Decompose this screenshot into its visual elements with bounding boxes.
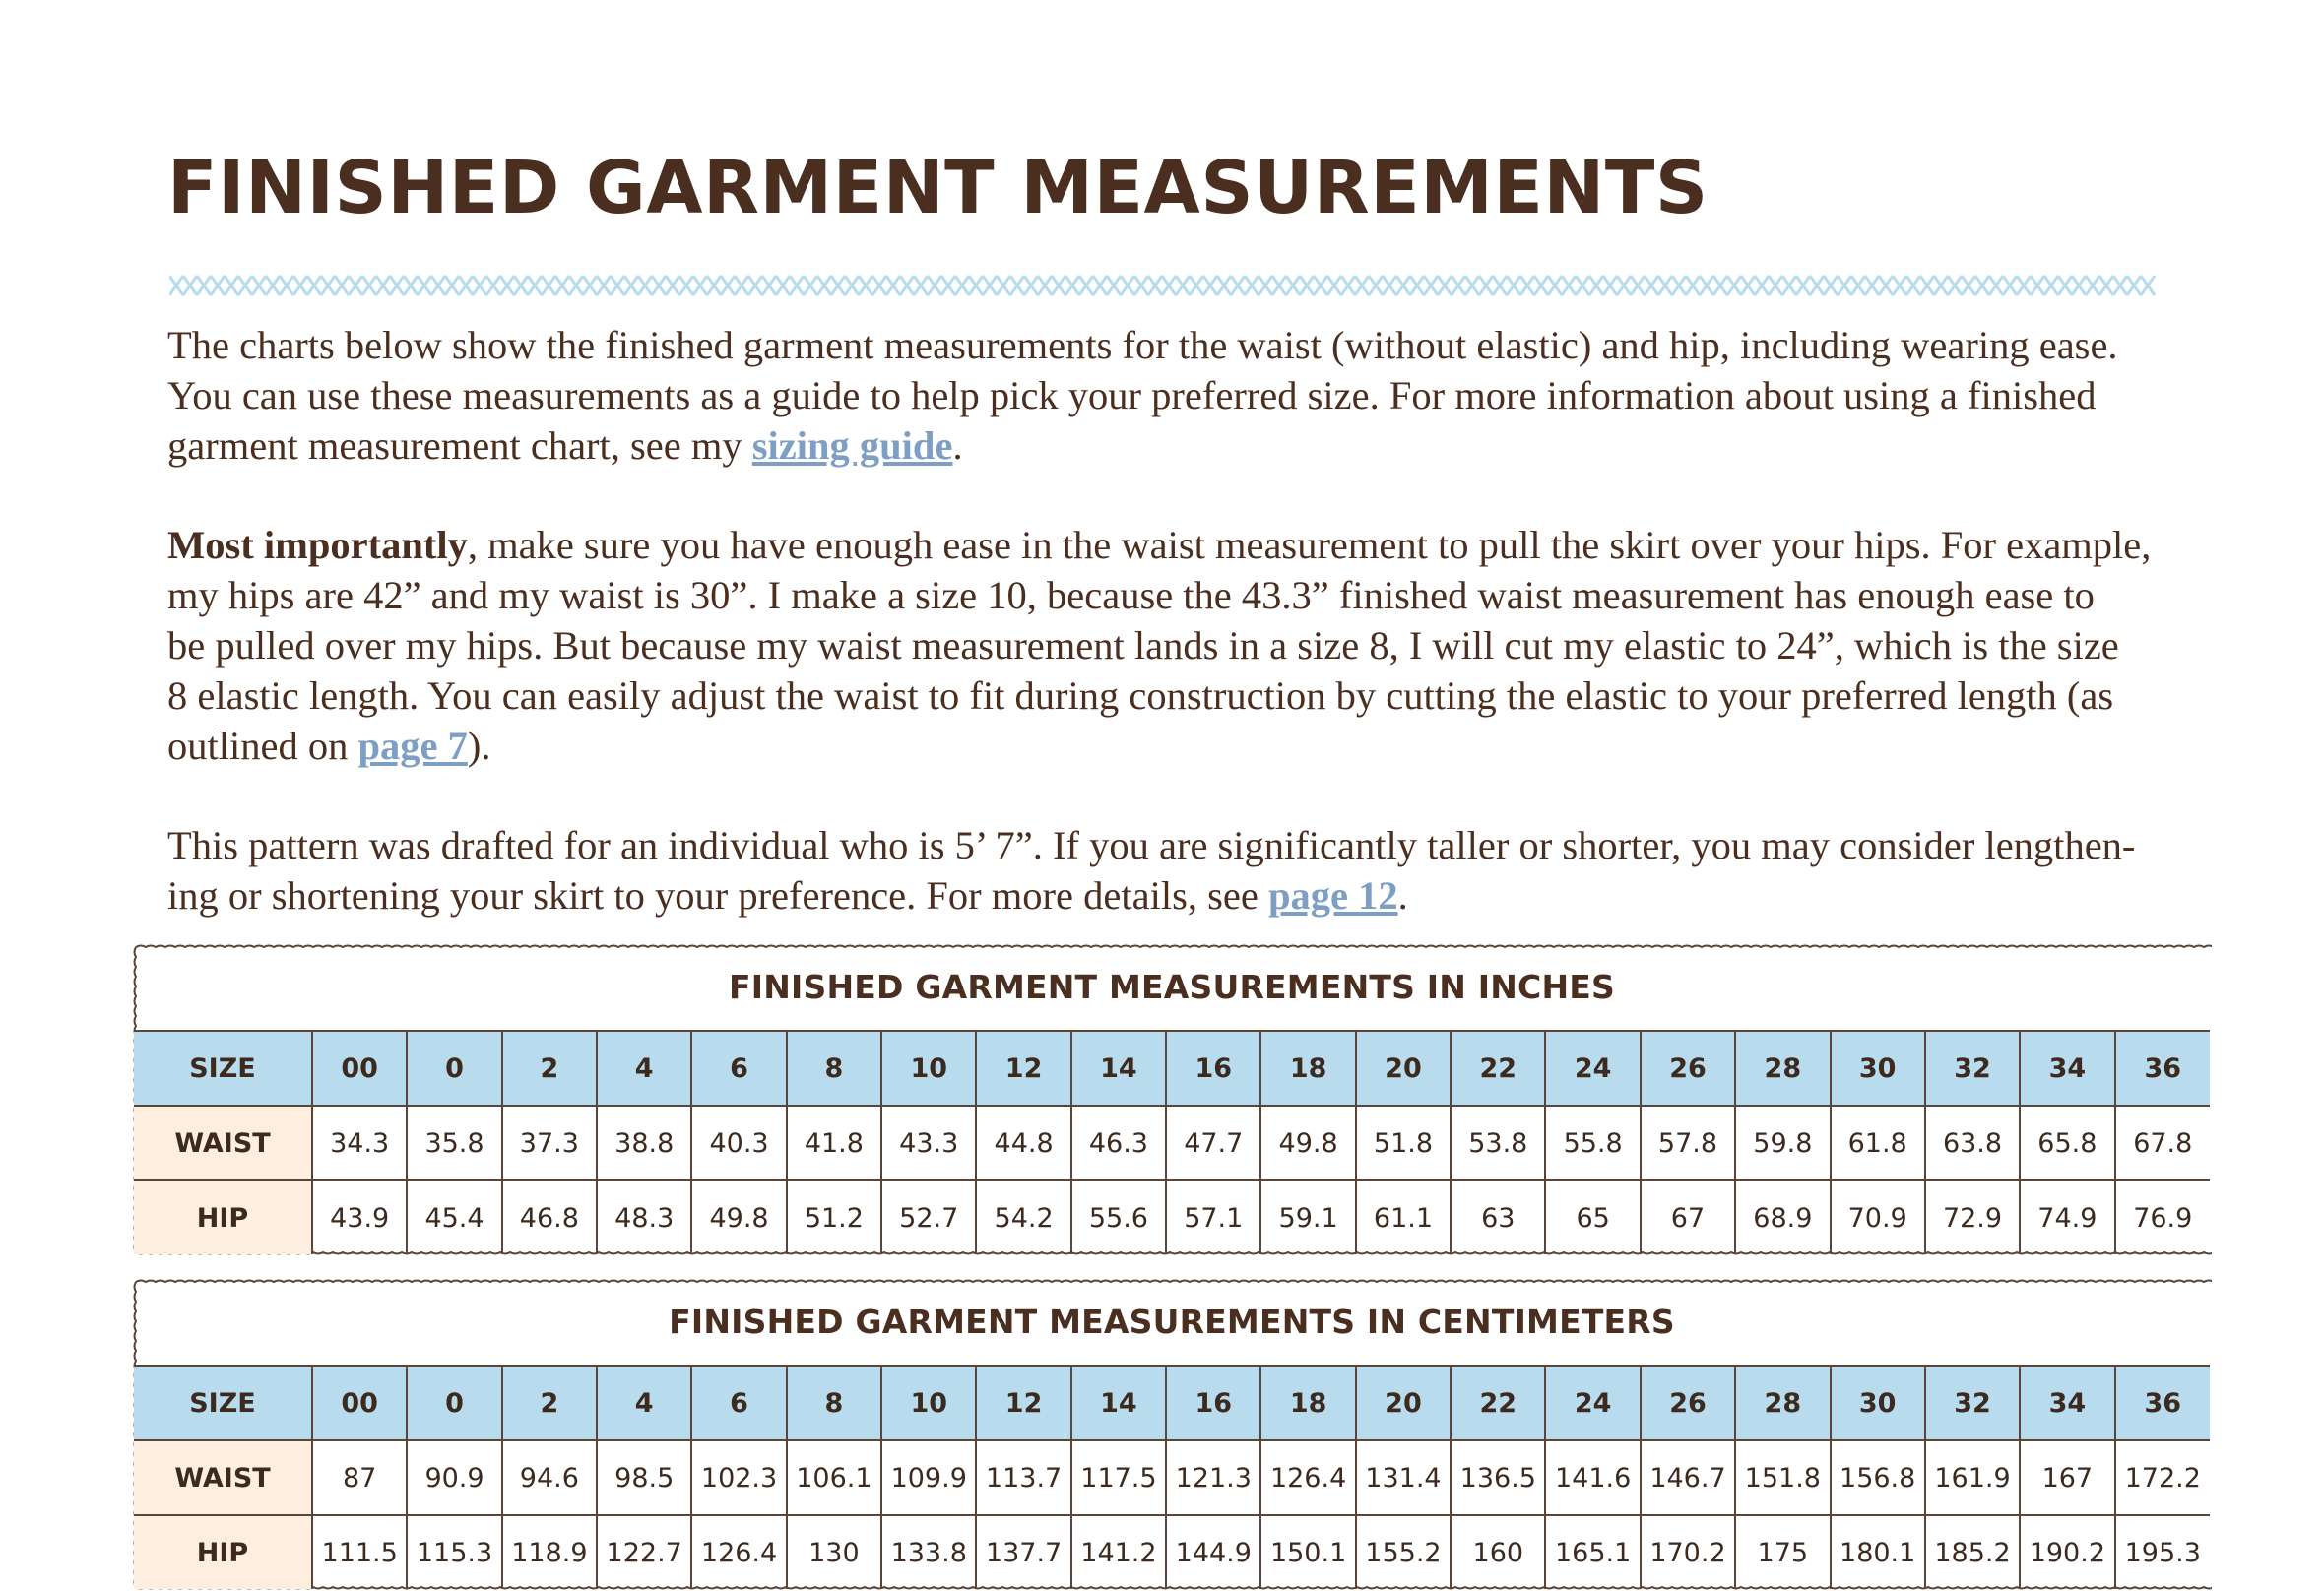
measurement-cell: 47.7: [1166, 1106, 1260, 1180]
size-cell: 4: [597, 1031, 691, 1106]
size-cell: 32: [1925, 1366, 2020, 1440]
page-title: FINISHED GARMENT MEASUREMENTS: [167, 146, 1709, 230]
measurement-cell: 67.8: [2115, 1106, 2210, 1180]
measurement-cell: 68.9: [1735, 1180, 1830, 1254]
measurement-cell: 122.7: [597, 1515, 691, 1589]
ease-bold-lead: Most importantly: [167, 523, 468, 567]
size-cell: 36: [2115, 1031, 2210, 1106]
measurement-cell: 61.1: [1356, 1180, 1451, 1254]
measurement-cell: 136.5: [1451, 1440, 1545, 1515]
measurement-cell: 130: [787, 1515, 881, 1589]
measurement-cell: 46.8: [502, 1180, 597, 1254]
measurement-cell: 102.3: [691, 1440, 786, 1515]
measurement-cell: 54.2: [976, 1180, 1070, 1254]
size-cell: 30: [1831, 1366, 1925, 1440]
waist-row: [134, 1440, 2210, 1515]
measurement-cell: 106.1: [787, 1440, 881, 1515]
table-heading: FINISHED GARMENT MEASUREMENTS IN INCHES: [729, 967, 1615, 1006]
ease-paragraph: [167, 520, 2151, 771]
size-cell: 14: [1071, 1366, 1166, 1440]
inches-measurement-table: [132, 943, 2212, 1256]
table-heading: FINISHED GARMENT MEASUREMENTS IN CENTIMETERS: [669, 1302, 1675, 1341]
size-cell: 16: [1166, 1031, 1260, 1106]
measurement-cell: 37.3: [502, 1106, 597, 1180]
measurement-cell: 49.8: [1260, 1106, 1355, 1180]
measurement-cell: 175: [1735, 1515, 1830, 1589]
measurement-cell: 195.3: [2115, 1515, 2210, 1589]
size-cell: 28: [1735, 1366, 1830, 1440]
row-label: HIP: [134, 1515, 312, 1589]
measurement-cell: 41.8: [787, 1106, 881, 1180]
intro-paragraph: [167, 320, 2118, 471]
decorative-cross-stitch-divider: [169, 268, 2164, 303]
measurement-cell: 150.1: [1260, 1515, 1355, 1589]
measurement-cell: 180.1: [1831, 1515, 1925, 1589]
ease-line-4: 8 elastic length. You can easily adjust the waist to fit during construction by cutting the elastic to your preferred length (as: [167, 673, 2114, 718]
size-cell: 20: [1356, 1366, 1451, 1440]
measurement-cell: 185.2: [1925, 1515, 2020, 1589]
measurement-cell: 121.3: [1166, 1440, 1260, 1515]
measurement-cell: 57.8: [1641, 1106, 1735, 1180]
intro-line-1: The charts below show the finished garment measurements for the waist (without elastic) and hip, including wearing ease.: [167, 323, 2118, 367]
measurement-cell: 126.4: [691, 1515, 786, 1589]
measurement-cell: 161.9: [1925, 1440, 2020, 1515]
measurement-cell: 59.1: [1260, 1180, 1355, 1254]
measurement-cell: 137.7: [976, 1515, 1070, 1589]
measurement-cell: 118.9: [502, 1515, 597, 1589]
measurement-cell: 76.9: [2115, 1180, 2210, 1254]
measurement-cell: 146.7: [1641, 1440, 1735, 1515]
measurement-cell: 38.8: [597, 1106, 691, 1180]
measurement-cell: 141.6: [1545, 1440, 1640, 1515]
height-line-2: ing or shortening your skirt to your preference. For more details, see: [167, 873, 1268, 918]
measurement-cell: 165.1: [1545, 1515, 1640, 1589]
row-label: WAIST: [134, 1106, 312, 1180]
measurement-cell: 74.9: [2020, 1180, 2114, 1254]
hip-row: [134, 1180, 2210, 1254]
size-cell: 24: [1545, 1031, 1640, 1106]
measurement-cell: 72.9: [1925, 1180, 2020, 1254]
intro-line-3-end: .: [952, 423, 963, 468]
size-cell: 30: [1831, 1031, 1925, 1106]
ease-line-2: my hips are 42” and my waist is 30”. I make a size 10, because the 43.3” finished waist measurement has enough ease to: [167, 573, 2095, 617]
measurement-cell: 61.8: [1831, 1106, 1925, 1180]
measurement-cell: 167: [2020, 1440, 2114, 1515]
size-cell: 0: [407, 1031, 501, 1106]
measurement-cell: 155.2: [1356, 1515, 1451, 1589]
size-cell: 22: [1451, 1031, 1545, 1106]
ease-line-5: outlined on: [167, 724, 358, 768]
measurement-cell: 45.4: [407, 1180, 501, 1254]
measurement-cell: 67: [1641, 1180, 1735, 1254]
sizing-guide-link[interactable]: sizing guide: [751, 423, 953, 468]
size-cell: 8: [787, 1031, 881, 1106]
cross-stitch-pattern: [169, 276, 2155, 295]
height-line-1: This pattern was drafted for an individual who is 5’ 7”. If you are significantly taller or shorter, you may consider lengthen-: [167, 823, 2136, 867]
size-cell: 16: [1166, 1366, 1260, 1440]
size-cell: 6: [691, 1031, 786, 1106]
measurement-cell: 133.8: [881, 1515, 976, 1589]
measurement-cell: 49.8: [691, 1180, 786, 1254]
height-line-2-end: .: [1397, 873, 1408, 918]
waist-row: [134, 1106, 2210, 1180]
measurement-cell: 90.9: [407, 1440, 501, 1515]
size-cell: 34: [2020, 1031, 2114, 1106]
page-7-link[interactable]: page 7: [357, 724, 468, 768]
measurement-cell: 52.7: [881, 1180, 976, 1254]
size-cell: 36: [2115, 1366, 2210, 1440]
size-cell: 20: [1356, 1031, 1451, 1106]
measurement-cell: 98.5: [597, 1440, 691, 1515]
ease-line-5-end: ).: [467, 724, 491, 768]
centimeters-measurement-table: [132, 1278, 2212, 1591]
measurement-cell: 126.4: [1260, 1440, 1355, 1515]
measurement-cell: 59.8: [1735, 1106, 1830, 1180]
measurement-grid: [134, 1365, 2210, 1589]
size-cell: 8: [787, 1366, 881, 1440]
size-cell: 24: [1545, 1366, 1640, 1440]
measurement-cell: 51.2: [787, 1180, 881, 1254]
size-cell: 22: [1451, 1366, 1545, 1440]
hip-row: [134, 1515, 2210, 1589]
height-paragraph: [167, 820, 2135, 921]
intro-line-2: You can use these measurements as a guide to help pick your preferred size. For more information about using a finished: [167, 373, 2097, 417]
measurement-cell: 109.9: [881, 1440, 976, 1515]
measurement-cell: 51.8: [1356, 1106, 1451, 1180]
measurement-cell: 172.2: [2115, 1440, 2210, 1515]
measurement-cell: 160: [1451, 1515, 1545, 1589]
measurement-cell: 44.8: [976, 1106, 1070, 1180]
measurement-grid: [134, 1030, 2210, 1254]
size-cell: 26: [1641, 1366, 1735, 1440]
size-cell: 14: [1071, 1031, 1166, 1106]
row-label: HIP: [134, 1180, 312, 1254]
size-cell: 12: [976, 1366, 1070, 1440]
measurement-cell: 63: [1451, 1180, 1545, 1254]
size-row-label: SIZE: [134, 1366, 312, 1440]
size-cell: 34: [2020, 1366, 2114, 1440]
measurement-cell: 151.8: [1735, 1440, 1830, 1515]
size-cell: 10: [881, 1366, 976, 1440]
measurement-cell: 115.3: [407, 1515, 501, 1589]
size-cell: 2: [502, 1031, 597, 1106]
measurement-cell: 190.2: [2020, 1515, 2114, 1589]
measurement-cell: 40.3: [691, 1106, 786, 1180]
size-cell: 28: [1735, 1031, 1830, 1106]
intro-line-3: garment measurement chart, see my: [167, 423, 752, 468]
size-cell: 00: [312, 1366, 407, 1440]
measurement-cell: 35.8: [407, 1106, 501, 1180]
measurement-cell: 48.3: [597, 1180, 691, 1254]
measurement-cell: 43.3: [881, 1106, 976, 1180]
measurement-cell: 113.7: [976, 1440, 1070, 1515]
measurement-cell: 63.8: [1925, 1106, 2020, 1180]
measurement-cell: 57.1: [1166, 1180, 1260, 1254]
ease-line-1: , make sure you have enough ease in the waist measurement to pull the skirt over your hips. For example,: [467, 523, 2152, 567]
measurement-cell: 43.9: [312, 1180, 407, 1254]
measurement-cell: 87: [312, 1440, 407, 1515]
size-cell: 18: [1260, 1366, 1355, 1440]
row-label: WAIST: [134, 1440, 312, 1515]
measurement-cell: 131.4: [1356, 1440, 1451, 1515]
measurement-cell: 34.3: [312, 1106, 407, 1180]
measurement-cell: 70.9: [1831, 1180, 1925, 1254]
size-cell: 18: [1260, 1031, 1355, 1106]
size-cell: 00: [312, 1031, 407, 1106]
measurement-cell: 65: [1545, 1180, 1640, 1254]
size-cell: 6: [691, 1366, 786, 1440]
measurement-cell: 94.6: [502, 1440, 597, 1515]
size-cell: 26: [1641, 1031, 1735, 1106]
measurement-cell: 156.8: [1831, 1440, 1925, 1515]
size-cell: 2: [502, 1366, 597, 1440]
measurement-cell: 55.8: [1545, 1106, 1640, 1180]
size-cell: 0: [407, 1366, 501, 1440]
size-cell: 10: [881, 1031, 976, 1106]
measurement-cell: 55.6: [1071, 1180, 1166, 1254]
measurement-cell: 53.8: [1451, 1106, 1545, 1180]
size-row-label: SIZE: [134, 1031, 312, 1106]
measurement-cell: 46.3: [1071, 1106, 1166, 1180]
ease-line-3: be pulled over my hips. But because my waist measurement lands in a size 8, I will cut my elastic to 24”, which is the size: [167, 623, 2119, 668]
size-cell: 4: [597, 1366, 691, 1440]
size-cell: 32: [1925, 1031, 2020, 1106]
size-row: [134, 1031, 2210, 1106]
measurement-cell: 117.5: [1071, 1440, 1166, 1515]
measurement-cell: 65.8: [2020, 1106, 2114, 1180]
page-12-link[interactable]: page 12: [1267, 873, 1398, 918]
size-row: [134, 1366, 2210, 1440]
measurement-cell: 141.2: [1071, 1515, 1166, 1589]
measurement-cell: 111.5: [312, 1515, 407, 1589]
size-cell: 12: [976, 1031, 1070, 1106]
measurement-cell: 144.9: [1166, 1515, 1260, 1589]
measurement-cell: 170.2: [1641, 1515, 1735, 1589]
